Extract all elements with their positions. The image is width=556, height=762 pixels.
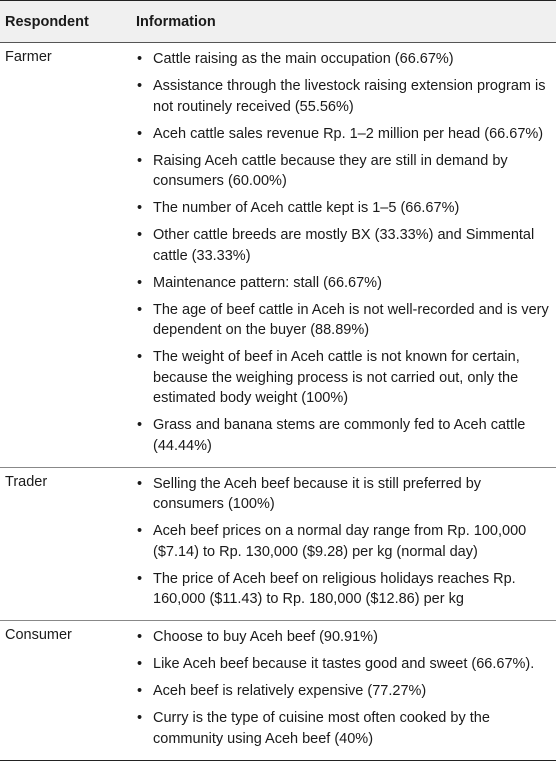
list-item-text: Other cattle breeds are mostly BX (33.33%) and Simmental cattle (33.33%) <box>153 227 535 264</box>
bullet-icon: • <box>137 475 143 492</box>
information-list <box>136 621 556 760</box>
list-item-text: Aceh cattle sales revenue Rp. 1–2 million per head (66.67%) <box>153 125 544 142</box>
bullet-icon: • <box>137 710 143 726</box>
list-item <box>136 273 550 294</box>
list-item <box>136 151 550 192</box>
list-item-text: Choose to buy Aceh beef (90.91%) <box>153 629 378 645</box>
list-item-text: The age of beef cattle in Aceh is not well-recorded and is very dependent on the buyer (88.89%) <box>153 301 549 338</box>
respondent-cell: Consumer <box>5 627 72 643</box>
bullet-icon: • <box>137 51 143 67</box>
list-item <box>136 300 550 341</box>
list-item-text: The weight of beef in Aceh cattle is not known for certain, because the weighing process is not carried out, only the estimated body weight (100%) <box>153 349 520 406</box>
list-item-text: Grass and banana stems are commonly fed to Aceh cattle (44.44%) <box>153 417 526 454</box>
bullet-icon: • <box>137 78 143 94</box>
list-item-text: Selling the Aceh beef because it is still preferred by consumers (100%) <box>153 475 482 512</box>
list-item <box>136 681 550 702</box>
table-row <box>0 621 556 761</box>
list-item <box>136 347 550 409</box>
bullet-icon: • <box>137 349 143 365</box>
list-item-text: The number of Aceh cattle kept is 1–5 (66.67%) <box>153 200 460 216</box>
bullet-icon: • <box>137 656 143 672</box>
bullet-icon: • <box>137 125 143 142</box>
bullet-icon: • <box>137 683 143 699</box>
list-item <box>136 521 550 562</box>
bullet-icon: • <box>137 629 143 645</box>
table-row <box>0 468 556 622</box>
list-item-text: Like Aceh beef because it tastes good and sweet (66.67%). <box>153 656 535 672</box>
list-item-text: Aceh beef prices on a normal day range from Rp. 100,000 ($7.14) to Rp. 130,000 ($9.28) per kg (normal day) <box>153 523 527 560</box>
list-item <box>136 49 550 70</box>
respondent-cell: Trader <box>5 473 48 490</box>
list-item <box>136 474 550 515</box>
list-item <box>136 627 550 648</box>
list-item-text: Assistance through the livestock raising extension program is not routinely received (55.56%) <box>153 78 546 115</box>
list-item <box>136 708 550 749</box>
list-item <box>136 124 550 145</box>
respondent-cell: Farmer <box>5 49 52 65</box>
bullet-icon: • <box>137 152 143 169</box>
bullet-icon: • <box>137 227 143 243</box>
table-row <box>0 43 556 468</box>
list-item <box>136 225 550 266</box>
information-list <box>136 468 556 621</box>
table-header <box>0 0 556 43</box>
list-item <box>136 76 550 117</box>
bullet-icon: • <box>137 301 143 318</box>
list-item <box>136 415 550 456</box>
information-list <box>136 43 556 467</box>
list-item <box>136 198 550 219</box>
bullet-icon: • <box>137 417 143 433</box>
list-item-text: Curry is the type of cuisine most often cooked by the community using Aceh beef (40%) <box>153 710 490 747</box>
bullet-icon: • <box>137 274 143 291</box>
list-item <box>136 569 550 610</box>
list-item-text: Aceh beef is relatively expensive (77.27%) <box>153 683 427 699</box>
table-body <box>0 43 556 761</box>
list-item-text: Cattle raising as the main occupation (66.67%) <box>153 51 454 67</box>
bullet-icon: • <box>137 570 143 587</box>
bullet-icon: • <box>137 200 143 216</box>
list-item-text: Maintenance pattern: stall (66.67%) <box>153 274 382 291</box>
header-information: Information <box>136 13 216 30</box>
list-item-text: The price of Aceh beef on religious holidays reaches Rp. 160,000 ($11.43) to Rp. 180,000 ($12.86) per kg <box>153 570 516 607</box>
list-item <box>136 654 550 675</box>
bullet-icon: • <box>137 523 143 539</box>
list-item-text: Raising Aceh cattle because they are still in demand by consumers (60.00%) <box>153 152 508 189</box>
header-respondent: Respondent <box>5 13 89 30</box>
